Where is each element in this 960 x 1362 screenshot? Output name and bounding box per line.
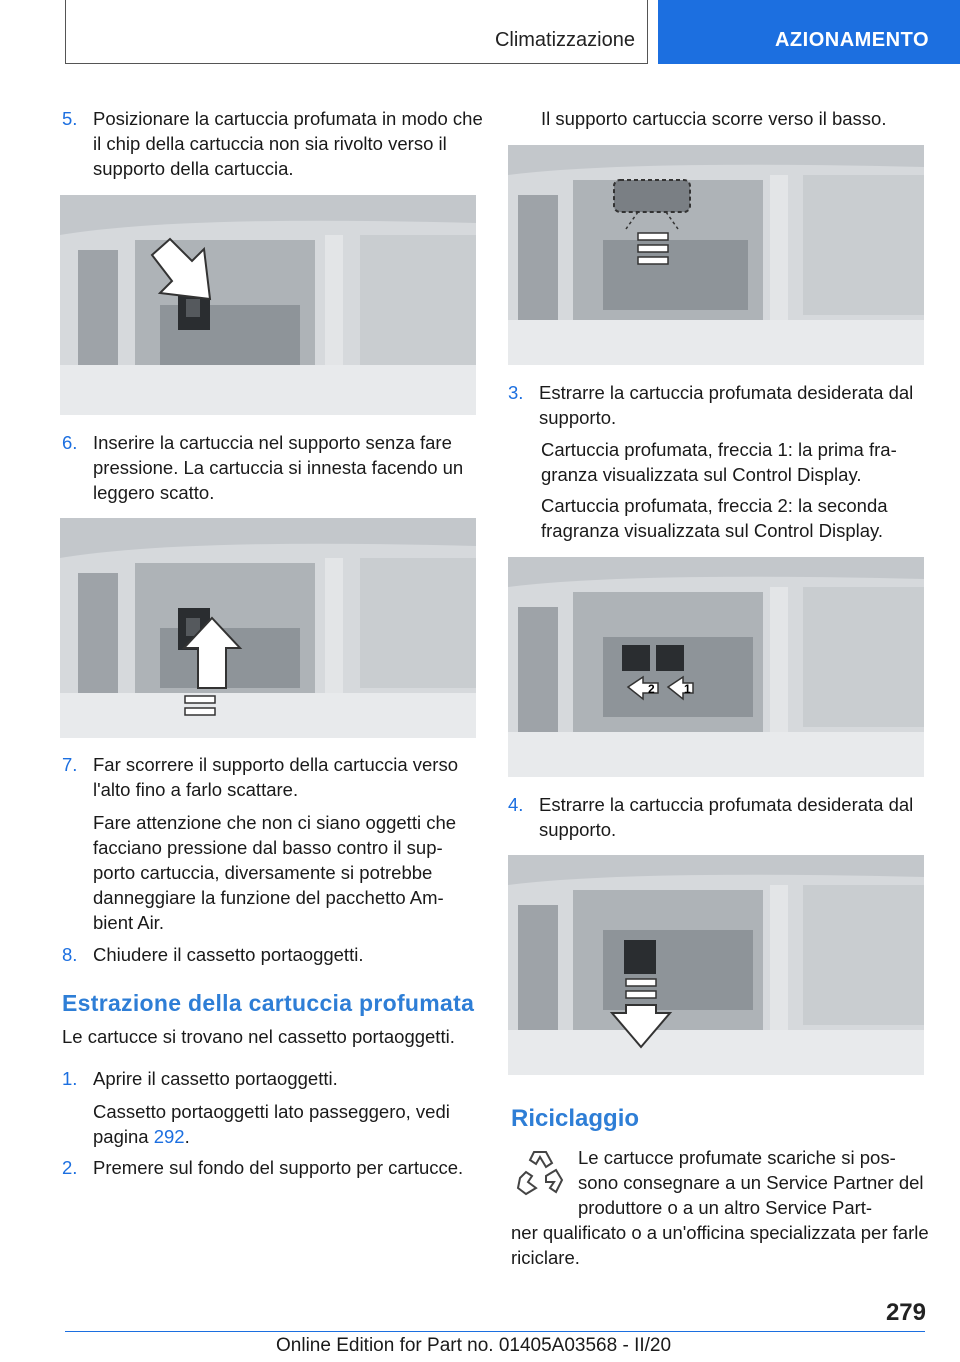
step-number: 3.: [508, 382, 524, 403]
step-text: Posizionare la cartuccia profumata in modo che il chip della cartuccia non sia rivolto verso il supporto della cartuccia.: [93, 108, 483, 179]
photo-cartridge-seated: [60, 518, 476, 738]
photo-holder-slides-down: [508, 145, 924, 365]
arrow-label-1: 1: [684, 682, 691, 696]
step-number: 6.: [62, 432, 78, 453]
page-number: 279: [885, 1299, 926, 1326]
step-3-note-1: Cartuccia profumata, freccia 1: la prima fra‐granza visualizzata sul Control Display.: [541, 439, 897, 485]
step-number: 2.: [62, 1157, 78, 1178]
section-heading: Estrazione della cartuccia profumata: [62, 990, 475, 1016]
header-chapter-title: AZIONAMENTO: [774, 29, 929, 51]
footer-divider: [65, 1331, 925, 1332]
photo-two-cartridges: [508, 557, 924, 777]
step-number: 4.: [508, 794, 524, 815]
step-7-note: Fare attenzione che non ci siano oggetti che facciano pressione dal basso contro il sup‐porto cartuccia, diversamente si potrebbe danneggiare la funzione del pacchetto Am‐bient Air.: [93, 812, 457, 933]
footer-edition: Online Edition for Part no. 01405A03568 - II/20: [276, 1335, 672, 1356]
recycle-text-2: ner qualificato o a un'officina specializzata per farle riciclare.: [511, 1222, 929, 1268]
arrow-down-icon: [638, 233, 668, 264]
photo-insert-cartridge: [60, 195, 476, 415]
recycle-icon: [512, 1148, 568, 1204]
header-section-box: [65, 0, 648, 64]
step-text: Chiudere il cassetto portaoggetti.: [93, 944, 364, 965]
arrow-label-2: 2: [648, 682, 655, 696]
step-number: 8.: [62, 944, 78, 965]
step-text: Estrarre la cartuccia profumata desiderata dal supporto.: [539, 382, 914, 428]
header-section-title: Climatizzazione: [494, 29, 635, 51]
intro-text: Le cartucce si trovano nel cassetto portaoggetti.: [62, 1026, 455, 1047]
photo-remove-cartridge: [508, 855, 924, 1075]
header-chapter-box: [658, 0, 960, 64]
step-3-note-2: Cartuccia profumata, freccia 2: la seconda fragranza visualizzata sul Control Display.: [541, 495, 888, 541]
step-text: Far scorrere il supporto della cartuccia verso l'alto fino a farlo scattare.: [93, 754, 459, 800]
step-text: Inserire la cartuccia nel supporto senza fare pressione. La cartuccia si innesta facendo un leggero scatto.: [93, 432, 464, 503]
step-text: Aprire il cassetto portaoggetti.: [93, 1068, 338, 1089]
step-text: Premere sul fondo del supporto per cartucce.: [93, 1157, 464, 1178]
step-number: 7.: [62, 754, 78, 775]
step-number: 5.: [62, 108, 78, 129]
step-number: 1.: [62, 1068, 78, 1089]
step-text: Estrarre la cartuccia profumata desiderata dal supporto.: [539, 794, 914, 840]
recycle-text-1: Le cartucce profumate scariche si pos‐sono consegnare a un Service Partner del produttore o a un altro Service Part‐: [578, 1147, 924, 1218]
continuation-text: Il supporto cartuccia scorre verso il basso.: [541, 108, 887, 129]
page-link[interactable]: 292: [153, 1126, 185, 1147]
recycle-heading: Riciclaggio: [511, 1105, 640, 1132]
step-1-note: Cassetto portaoggetti lato passeggero, vedi pagina 292.: [93, 1101, 450, 1147]
